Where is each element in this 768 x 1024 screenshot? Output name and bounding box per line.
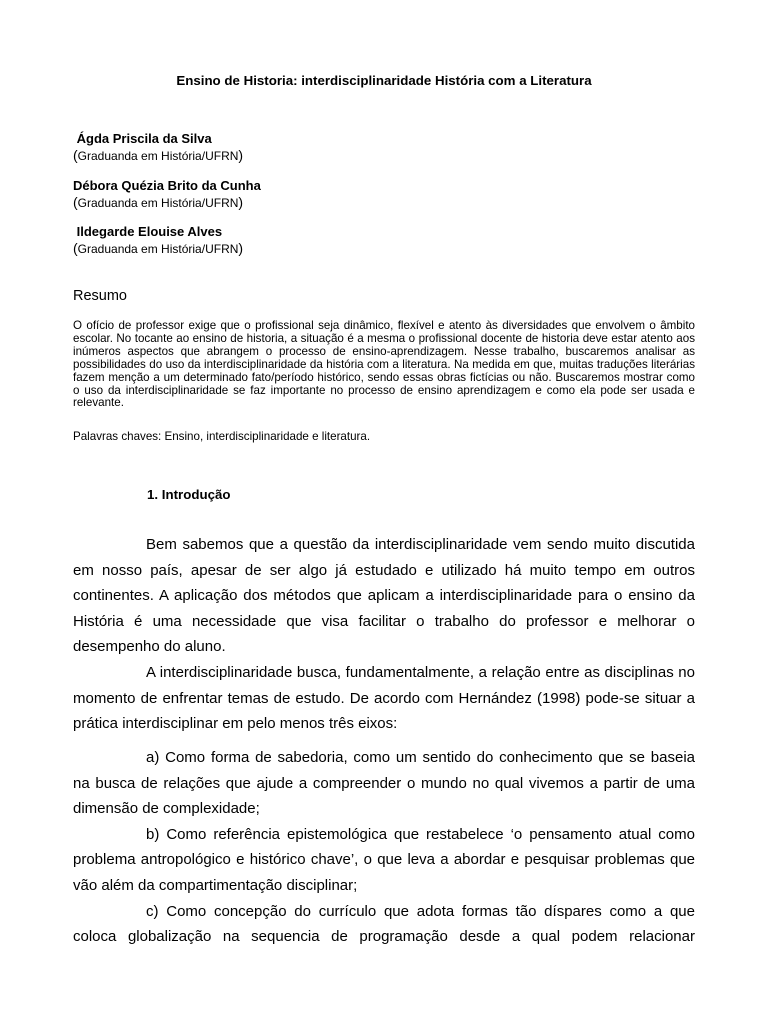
abstract-text: O ofício de professor exige que o profissional seja dinâmico, flexível e atento às diversidades que envolvem o âmbito escolar. No tocante ao ensino de historia, a situação é a mesma o profissional docente de historia deve estar atento aos inúmeros aspectos que abrangem o processo de ensino-aprendizagem. Nesse trabalho, buscaremos analisar as possibilidades do uso da interdisciplinaridade da história com a literatura. Na medida em que, muitas traduções literárias fazem menção a um determinado fato/período histórico, sendo essas obras fictícias ou não. Buscaremos mostrar como o uso da interdisciplinaridade se faz importante no processo de ensino aprendizagem e como ela pode ser usada e relevante. xyxy=(73,319,695,410)
author-name: Ildegarde Elouise Alves xyxy=(76,224,223,239)
list-item: c) Como concepção do currículo que adota formas tão díspares como a que coloca globalização na sequencia de programação desde a qual podem relacionar xyxy=(73,902,695,946)
section-heading: 1. Introdução xyxy=(147,487,231,502)
author-affiliation: (Graduanda em História/UFRN) xyxy=(73,194,244,210)
author-name: Débora Quézia Brito da Cunha xyxy=(73,178,261,193)
author-block xyxy=(73,131,243,164)
paragraph: A interdisciplinaridade busca, fundamentalmente, a relação entre as disciplinas no momento de enfrentar temas de estudo. De acordo com Hernández (1998) pode-se situar a prática interdisciplinar em pelo menos três eixos: xyxy=(73,663,695,733)
paragraph: Bem sabemos que a questão da interdisciplinaridade vem sendo muito discutida em nosso país, apesar de ser algo já estudado e utilizado há muito tempo em outros continentes. A aplicação dos métodos que aplicam a interdisciplinaridade para o ensino da História é uma necessidade que visa facilitar o trabalho do professor e melhorar o desempenho do aluno. xyxy=(73,536,695,656)
author-affiliation: (Graduanda em História/UFRN) xyxy=(73,240,244,256)
author-affiliation: (Graduanda em História/UFRN) xyxy=(73,147,244,163)
keywords: Palavras chaves: Ensino, interdisciplinaridade e literatura. xyxy=(73,430,371,443)
list-item: b) Como referência epistemológica que restabelece ‘o pensamento atual como problema antropológico e histórico chave’, o que leva a abordar e pesquisar problemas que vão além da compartimentação disciplinar; xyxy=(73,825,695,894)
abstract-heading: Resumo xyxy=(73,288,127,304)
author-name: Ágda Priscila da Silva xyxy=(76,131,212,146)
list-block xyxy=(73,745,695,950)
author-block xyxy=(73,224,243,257)
author-block xyxy=(73,178,261,211)
section-body xyxy=(73,532,695,737)
list-item: a) Como forma de sabedoria, como um sentido do conhecimento que se baseia na busca de relações que ajude a compreender o mundo no qual vivemos a partir de uma dimensão de complexidade; xyxy=(73,749,695,818)
paper-title: Ensino de Historia: interdisciplinaridade História com a Literatura xyxy=(176,73,592,88)
